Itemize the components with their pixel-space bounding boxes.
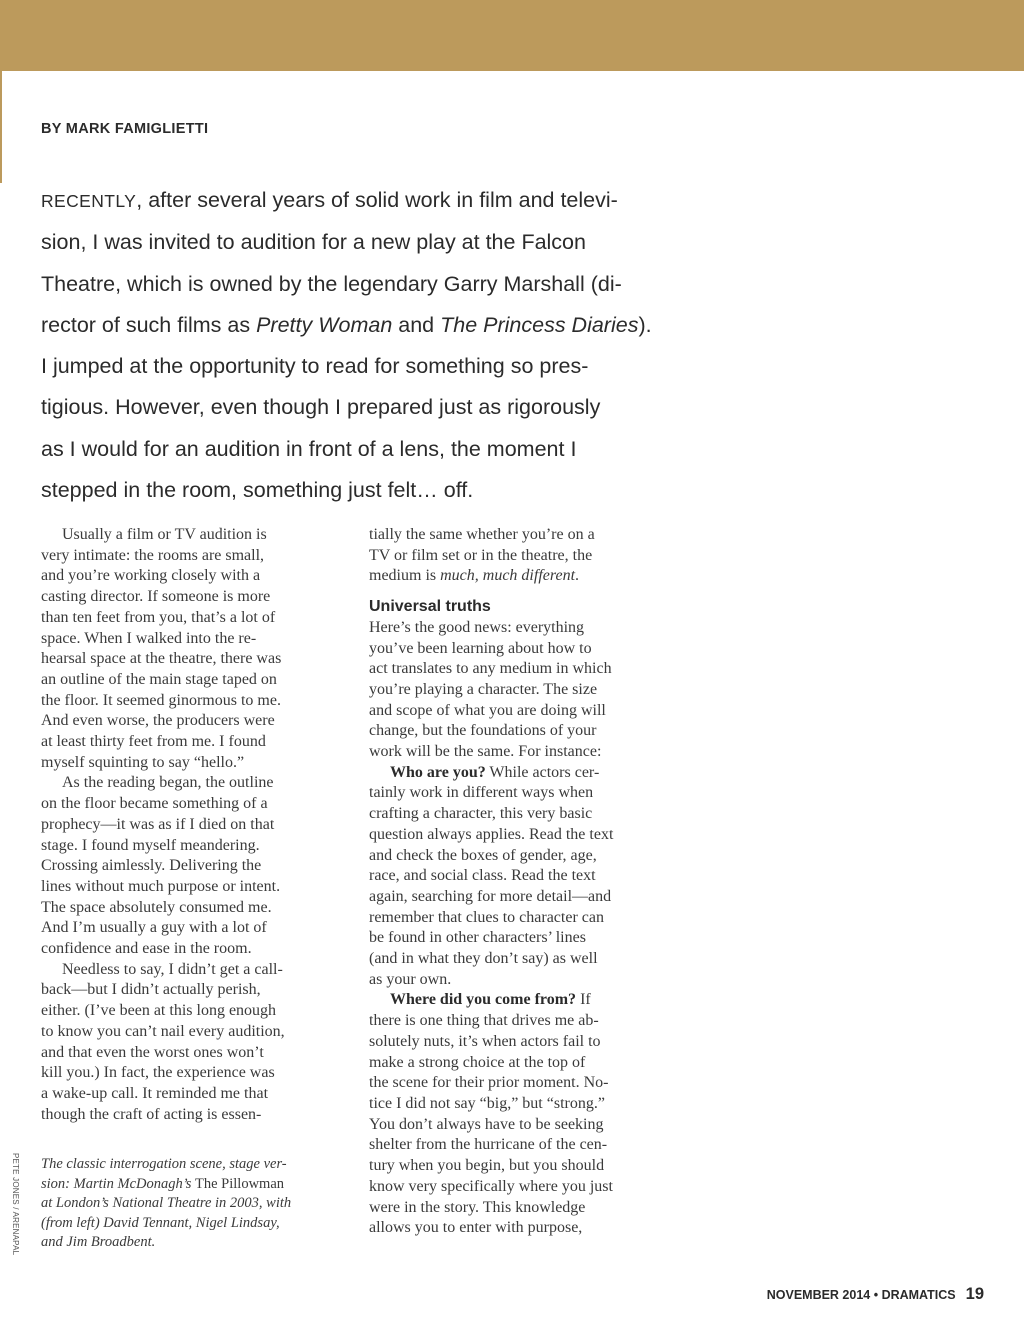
body-line: the floor. It seemed ginormous to me. [41, 691, 281, 709]
intro-line: as I would for an audition in front of a lens, the moment I [41, 436, 577, 461]
body-line: as your own. [369, 970, 452, 988]
body-line: Where did you come from? If [390, 991, 591, 1009]
body-line: allows you to enter with purpose, [369, 1219, 583, 1237]
body-line: make a strong choice at the top of [369, 1053, 586, 1071]
film-title: Pretty Woman [256, 312, 393, 337]
body-line: tury when you begin, but you should [369, 1157, 605, 1175]
run-in-head: Where did you come from? [390, 991, 577, 1009]
body-line: As the reading began, the outline [62, 774, 274, 792]
body-line: You don’t always have to be seeking [369, 1115, 604, 1133]
page-folio [767, 1285, 984, 1304]
intro-line: stepped in the room, something just felt… off. [41, 478, 474, 503]
body-line: TV or film set or in the theatre, the [369, 546, 593, 564]
intro-line: rector of such films as Pretty Woman and The Princess Diaries). [41, 312, 652, 337]
body-line: were in the story. This knowledge [369, 1198, 586, 1216]
body-line: lines without much purpose or intent. [41, 877, 281, 895]
body-line: change, but the foundations of your [369, 722, 597, 740]
caption-line: (from left) David Tennant, Nigel Lindsay, [41, 1214, 280, 1231]
body-line: hearsal space at the theatre, there was [41, 650, 282, 668]
body-line: And even worse, the producers were [41, 712, 275, 730]
lead-caps: RECENTLY [41, 191, 137, 211]
body-line: And I’m usually a guy with a lot of [41, 919, 267, 937]
body-line: medium is much, much different. [369, 567, 580, 585]
body-line: prophecy—it was as if I died on that [41, 815, 275, 833]
body-line: and that even the worst ones won’t [41, 1043, 264, 1061]
body-line: act translates to any medium in which [369, 660, 612, 678]
run-in-head: Who are you? [390, 763, 486, 781]
body-line: solutely nuts, it’s when actors fail to [369, 1032, 601, 1050]
body-line: very intimate: the rooms are small, [41, 546, 265, 564]
body-line: myself squinting to say “hello.” [41, 753, 245, 771]
intro-line: tigious. However, even though I prepared just as rigorously [41, 395, 601, 420]
caption-line: sion: Martin McDonagh’s The Pillowman [41, 1175, 285, 1192]
body-line: an outline of the main stage taped on [41, 670, 277, 688]
body-line: race, and social class. Read the text [369, 867, 596, 885]
header-band [0, 0, 1024, 71]
photo-caption [41, 1155, 341, 1253]
body-line: and scope of what you are doing will [369, 701, 606, 719]
body-line: though the craft of acting is essen- [41, 1105, 262, 1123]
body-line: to know you can’t nail every audition, [41, 1022, 285, 1040]
caption-line: at London’s National Theatre in 2003, with [41, 1195, 292, 1212]
body-line: than ten feet from you, that’s a lot of [41, 608, 276, 626]
intro-line: RECENTLY, after several years of solid work in film and televi- [41, 188, 618, 212]
body-line: Crossing aimlessly. Delivering the [41, 857, 262, 875]
body-line: The space absolutely consumed me. [41, 898, 272, 916]
body-line: Usually a film or TV audition is [62, 526, 267, 543]
body-line: you’ve been learning about how to [369, 639, 592, 657]
film-title: The Princess Diaries [440, 312, 639, 337]
body-line: work will be the same. For instance: [369, 743, 602, 761]
body-line: stage. I found myself meandering. [41, 836, 260, 854]
body-line: know very specifically where you just [369, 1177, 613, 1195]
body-line: shelter from the hurricane of the cen- [369, 1136, 608, 1154]
body-line: crafting a character, this very basic [369, 805, 593, 823]
body-line: Needless to say, I didn’t get a call- [62, 960, 283, 978]
intro-paragraph [41, 180, 661, 511]
folio-text: NOVEMBER 2014 • DRAMATICS [766, 1288, 956, 1302]
body-line: Here’s the good news: everything [369, 618, 585, 636]
caption-line: and Jim Broadbent. [41, 1234, 156, 1251]
margin-rule [0, 71, 2, 183]
section-subhead: Universal truths [369, 598, 491, 616]
body-line: space. When I walked into the re- [41, 629, 257, 647]
body-line: tainly work in different ways when [369, 784, 594, 802]
body-line: tially the same whether you’re on a [369, 526, 595, 543]
caption-line: The classic interrogation scene, stage ver- [41, 1156, 287, 1172]
body-line: remember that clues to character can [369, 908, 604, 926]
body-line: there is one thing that drives me ab- [369, 1012, 599, 1030]
body-line: casting director. If someone is more [41, 588, 271, 606]
body-line: tice I did not say “big,” but “strong.” [369, 1094, 605, 1112]
body-line: be found in other characters’ lines [369, 929, 586, 947]
body-line: kill you.) In fact, the experience was [41, 1064, 275, 1082]
body-line: again, searching for more detail—and [369, 887, 612, 905]
intro-line: sion, I was invited to audition for a new play at the Falcon [41, 230, 586, 255]
body-line: question always applies. Read the text [369, 825, 614, 843]
body-line: the scene for their prior moment. No- [369, 1074, 609, 1092]
body-line: back—but I didn’t actually perish, [41, 981, 261, 999]
byline: BY MARK FAMIGLIETTI [41, 121, 209, 137]
body-line: and you’re working closely with a [41, 567, 261, 585]
body-line: confidence and ease in the room. [41, 940, 252, 958]
body-line: you’re playing a character. The size [369, 680, 598, 698]
page-number: 19 [965, 1285, 984, 1303]
body-line: Who are you? While actors cer- [390, 763, 600, 781]
photo-credit: PETE JONES / ARENAPAL [11, 1153, 20, 1256]
play-title: The Pillowman [195, 1175, 285, 1192]
intro-line: I jumped at the opportunity to read for something so pres- [41, 354, 589, 379]
body-line: on the floor became something of a [41, 795, 268, 813]
body-line: and check the boxes of gender, age, [369, 846, 597, 864]
body-column-right [369, 525, 669, 1239]
body-line: at least thirty feet from me. I found [41, 733, 266, 751]
body-line: (and in what they don’t say) as well [369, 950, 598, 968]
body-column-left [41, 525, 341, 1125]
emphasis-text: much, much different [440, 567, 576, 585]
body-line: either. (I’ve been at this long enough [41, 1002, 277, 1020]
intro-line: Theatre, which is owned by the legendary Garry Marshall (di- [41, 271, 622, 296]
body-line: a wake-up call. It reminded me that [41, 1084, 269, 1102]
